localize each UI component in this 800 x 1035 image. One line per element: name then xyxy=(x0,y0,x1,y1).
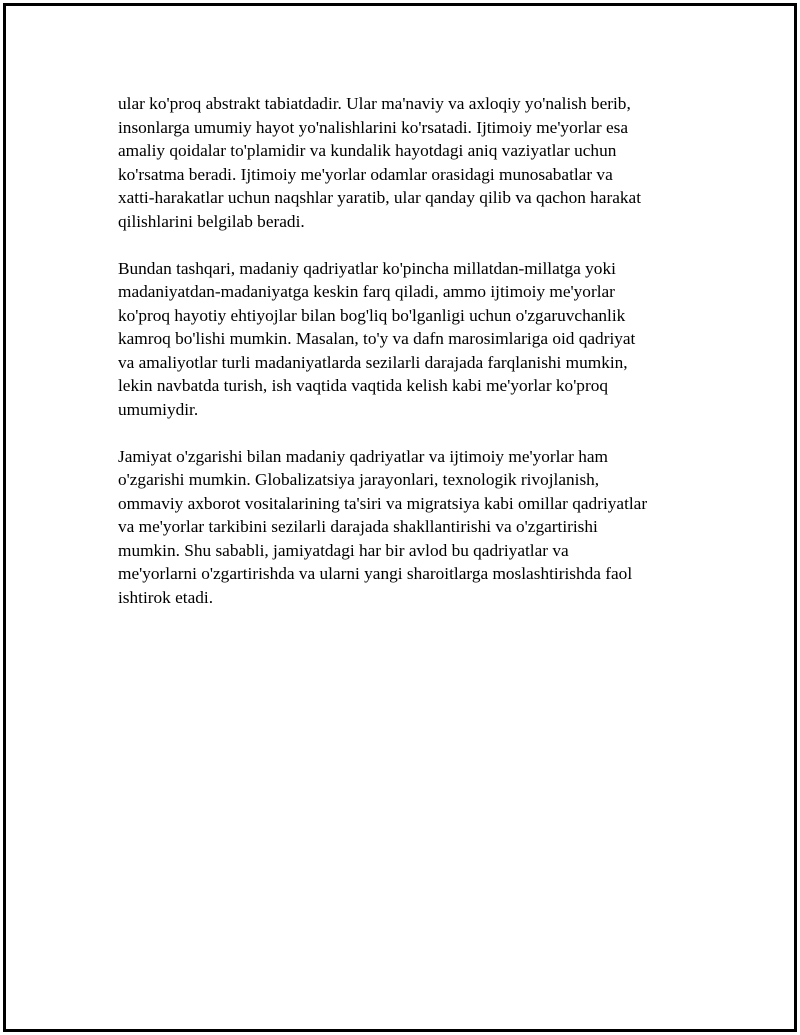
paragraph: ular ko'proq abstrakt tabiatdadir. Ular ma'naviy va axloqiy yo'nalish berib, insonlarga umumiy hayot yo'nalishlarini ko'rsatadi. Ijtimoiy me'yorlar esa amaliy qoidalar to'plamidir va kundalik hayotdagi aniq vaziyatlar uchun ko'rsatma beradi. Ijtimoiy me'yorlar odamlar orasidagi munosabatlar va xatti-harakatlar uchun naqshlar yaratib, ular qanday qilib va qachon harakat qilishlarini belgilab beradi. xyxy=(118,94,642,231)
document-body xyxy=(118,92,693,633)
paragraph: Bundan tashqari, madaniy qadriyatlar ko'pincha millatdan-millatga yoki madaniyatdan-madaniyatga keskin farq qiladi, ammo ijtimoiy me'yorlar ko'proq hayotiy ehtiyojlar bilan bog'liq bo'lganligi uchun o'zgaruvchanlik kamroq bo'lishi mumkin. Masalan, to'y va dafn marosimlariga oid qadriyat va amaliyotlar turli madaniyatlarda sezilarli darajada farqlanishi mumkin, lekin navbatda turish, ish vaqtida vaqtida kelish kabi me'yorlar ko'proq umumiydir. xyxy=(118,258,636,419)
paragraph: Jamiyat o'zgarishi bilan madaniy qadriyatlar va ijtimoiy me'yorlar ham o'zgarishi mumkin. Globalizatsiya jarayonlari, texnologik rivojlanish, ommaviy axborot vositalarining ta'siri va migratsiya kabi omillar qadriyatlar va me'yorlar tarkibini sezilarli darajada shakllantirishi va o'zgartirishi mumkin. Shu sababli, jamiyatdagi har bir avlod bu qadriyatlar va me'yorlarni o'zgartirishda va ularni yangi sharoitlarga moslashtirishda faol ishtirok etadi. xyxy=(118,446,648,607)
